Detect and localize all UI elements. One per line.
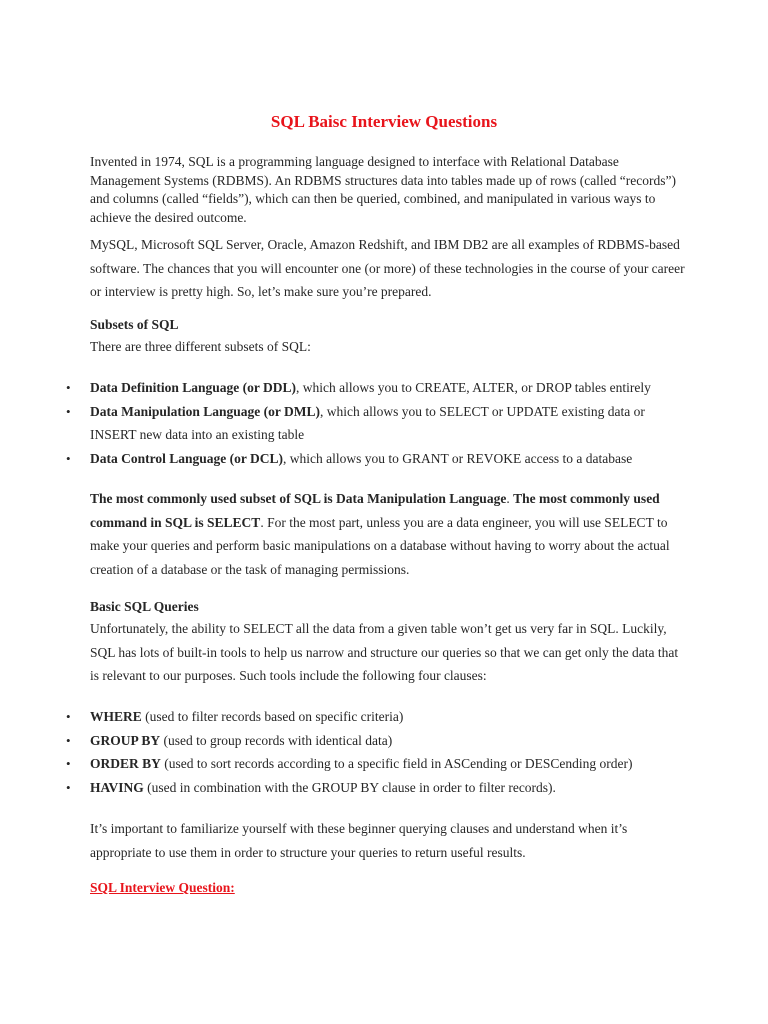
list-item-term: HAVING <box>90 779 144 795</box>
subsets-heading: Subsets of SQL <box>90 317 179 332</box>
intro-paragraph: Invented in 1974, SQL is a programming language designed to interface with Relational Database Management Systems (RDBMS). An RDBMS structures data into tables made up of rows (called “records”) and columns (called “fields”), which can then be queried, combined, and manipulated in various ways to achieve the desired outcome. <box>90 154 677 225</box>
list-item-text: , which allows you to GRANT or REVOKE access to a database <box>283 450 633 466</box>
list-item-text: (used to group records with identical data) <box>160 732 393 748</box>
list-item-term: Data Control Language (or DCL) <box>90 450 284 466</box>
list-item <box>64 376 704 400</box>
subsets-lead: There are three different subsets of SQL: <box>90 339 311 354</box>
list-item-term: WHERE <box>90 709 142 724</box>
list-item-text: (used in combination with the GROUP BY clause in order to filter records). <box>143 779 556 795</box>
list-item-text: (used to sort records according to a specific field in ASCending or DESCending order) <box>160 756 633 771</box>
page-title: SQL Baisc Interview Questions <box>270 112 498 131</box>
subsets-list <box>64 376 704 470</box>
list-item <box>64 447 704 471</box>
list-item-text: , which allows you to SELECT or UPDATE existing data or INSERT new data into an existing table <box>90 403 645 442</box>
dml-separator: . <box>506 491 514 506</box>
intro-paragraph-2: MySQL, Microsoft SQL Server, Oracle, Amazon Redshift, and IBM DB2 are all examples of RDBMS-based software. The chances that you will encounter one (or more) of these technologies in the course of your career or interview is pretty high. So, let’s make sure you’re prepared. <box>90 237 685 299</box>
dml-paragraph <box>90 487 690 581</box>
list-item-term: GROUP BY <box>90 732 161 748</box>
dml-text: . For the most part, unless you are a data engineer, you will use SELECT to make your queries and perform basic manipulations on a database without having to worry about the actual creation of a database or the task of managing permissions. <box>90 514 670 577</box>
list-item-term: Data Definition Language (or DDL) <box>90 380 297 395</box>
clauses-list <box>64 705 704 799</box>
dml-emphasis-2: The most commonly used command in SQL is SELECT <box>90 491 660 530</box>
list-item <box>64 776 704 800</box>
list-item <box>64 752 704 776</box>
list-item-text: , which allows you to CREATE, ALTER, or DROP tables entirely <box>296 380 651 395</box>
dml-emphasis-1: The most commonly used subset of SQL is Data Manipulation Language <box>90 491 507 506</box>
queries-lead: Unfortunately, the ability to SELECT all the data from a given table won’t get us very far in SQL. Luckily, SQL has lots of built-in tools to help us narrow and structure our queries so that we can get only the data that is relevant to our purposes. Such tools include the following four clauses: <box>90 621 679 683</box>
closing-paragraph: It’s important to familiarize yourself with these beginner querying clauses and understand when it’s appropriate to use them in order to structure your queries to return useful results. <box>90 821 628 860</box>
list-item <box>64 400 704 447</box>
list-item <box>64 729 704 753</box>
list-item-term: Data Manipulation Language (or DML) <box>90 403 321 419</box>
queries-heading: Basic SQL Queries <box>90 599 199 614</box>
list-item-text: (used to filter records based on specific criteria) <box>141 709 404 724</box>
section-heading-link[interactable]: SQL Interview Question: <box>90 880 235 895</box>
list-item <box>64 705 704 729</box>
list-item-term: ORDER BY <box>90 756 161 771</box>
